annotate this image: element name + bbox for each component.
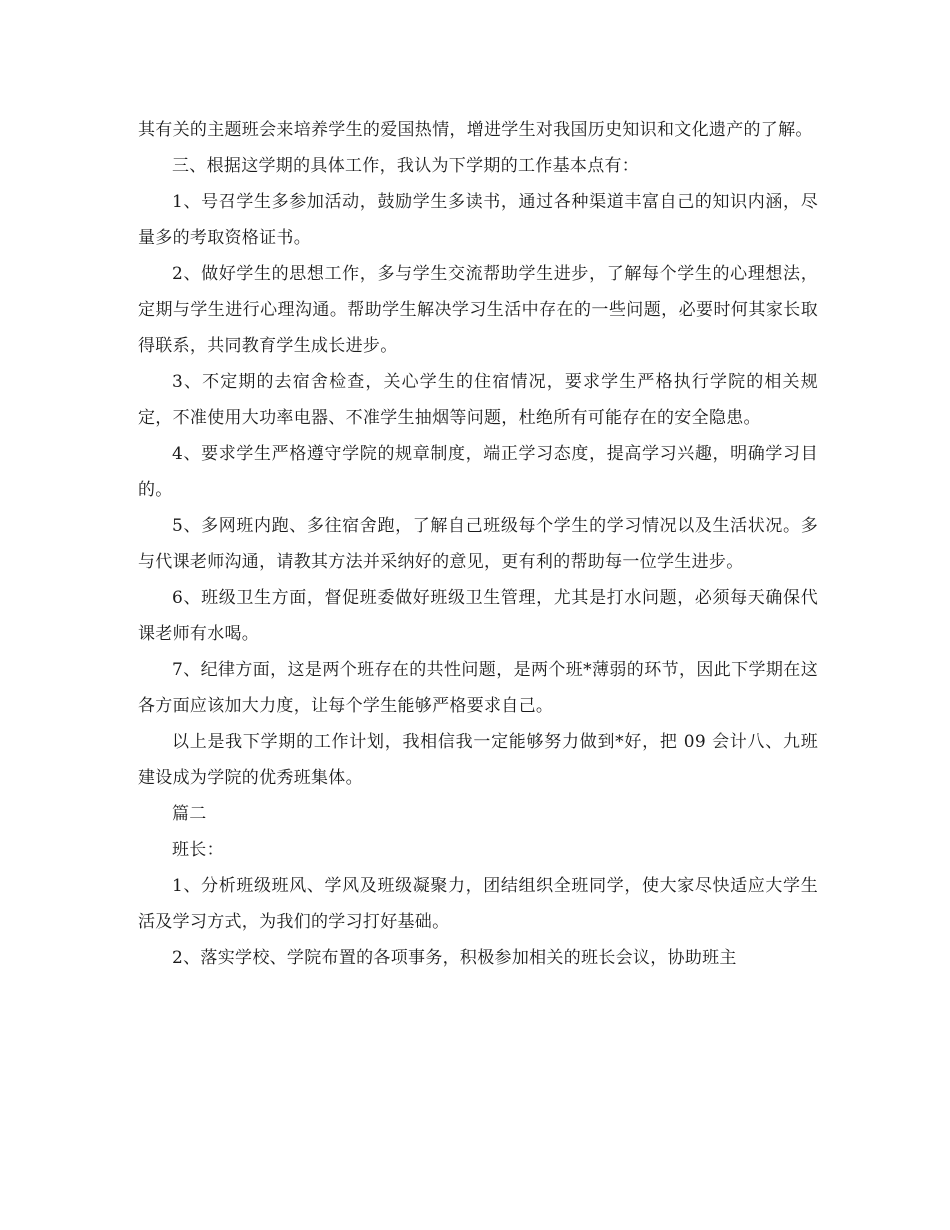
- paragraph-conclusion: 以上是我下学期的工作计划，我相信我一定能够努力做到*好，把 09 会计八、九班建设成为学院的优秀班集体。: [138, 732, 818, 788]
- paragraph-item-6: 6、班级卫生方面，督促班委做好班级卫生管理，尤其是打水问题，必须每天确保代课老师有水喝。: [138, 588, 818, 644]
- paragraph-item-5: 5、多网班内跑、多往宿舍跑，了解自己班级每个学生的学习情况以及生活状况。多与代课老师沟通，请教其方法并采纳好的意见，更有利的帮助每一位学生进步。: [138, 516, 818, 572]
- role-heading-monitor: 班长：: [172, 840, 224, 860]
- paragraph-monitor-item-2: 2、落实学校、学院布置的各项事务，积极参加相关的班长会议，协助班主: [172, 948, 737, 968]
- paragraph-item-3: 3、不定期的去宿舍检查，关心学生的住宿情况，要求学生严格执行学院的相关规定，不准使用大功率电器、不准学生抽烟等问题，杜绝所有可能存在的安全隐患。: [138, 372, 818, 428]
- paragraph-item-2: 2、做好学生的思想工作，多与学生交流帮助学生进步，了解每个学生的心理想法，定期与学生进行心理沟通。帮助学生解决学习生活中存在的一些问题，必要时何其家长取得联系，共同教育学生成长进步。: [138, 264, 818, 356]
- paragraph-item-7: 7、纪律方面，这是两个班存在的共性问题，是两个班*薄弱的环节，因此下学期在这各方面应该加大力度，让每个学生能够严格要求自己。: [138, 660, 818, 716]
- paragraph-item-4: 4、要求学生严格遵守学院的规章制度，端正学习态度，提高学习兴趣，明确学习目的。: [138, 444, 818, 500]
- document-page: [138, 112, 818, 976]
- paragraph-item-1: 1、号召学生多参加活动，鼓励学生多读书，通过各种渠道丰富自己的知识内涵，尽量多的考取资格证书。: [138, 192, 818, 248]
- paragraph-section-three: 三、根据这学期的具体工作，我认为下学期的工作基本点有：: [172, 156, 640, 176]
- paragraph-monitor-item-1: 1、分析班级班风、学风及班级凝聚力，团结组织全班同学，使大家尽快适应大学生活及学习方式，为我们的学习打好基础。: [138, 876, 818, 932]
- section-heading-part-two: 篇二: [172, 804, 207, 824]
- paragraph-continuation: 其有关的主题班会来培养学生的爱国热情，增进学生对我国历史知识和文化遗产的了解。: [138, 120, 813, 140]
